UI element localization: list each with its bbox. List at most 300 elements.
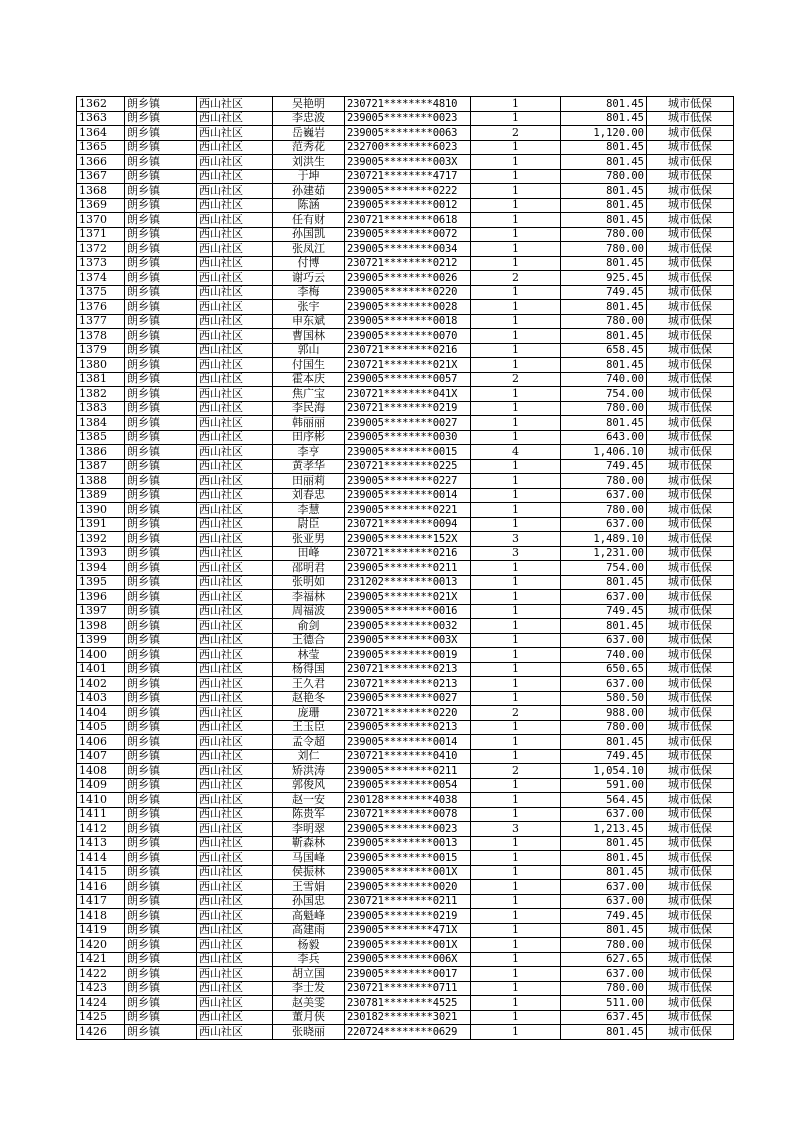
- community-cell: 西山社区: [197, 372, 273, 387]
- monthly-amount-cell: 780.00: [561, 314, 647, 329]
- id-number-cell: 239005********001X: [345, 938, 471, 953]
- table-row: [77, 865, 734, 880]
- monthly-amount-cell: 801.45: [561, 256, 647, 271]
- household-size-cell: 1: [471, 184, 561, 199]
- table-row: [77, 532, 734, 547]
- town-cell: 朗乡镇: [125, 807, 197, 822]
- household-size-cell: 1: [471, 416, 561, 431]
- town-cell: 朗乡镇: [125, 836, 197, 851]
- resident-name-cell: 李梅: [273, 285, 345, 300]
- table-row: [77, 909, 734, 924]
- id-number-cell: 239005********0026: [345, 271, 471, 286]
- community-cell: 西山社区: [197, 300, 273, 315]
- community-cell: 西山社区: [197, 242, 273, 257]
- town-cell: 朗乡镇: [125, 648, 197, 663]
- community-cell: 西山社区: [197, 314, 273, 329]
- monthly-amount-cell: 580.50: [561, 691, 647, 706]
- record-number-cell: 1389: [77, 488, 125, 503]
- community-cell: 西山社区: [197, 807, 273, 822]
- town-cell: 朗乡镇: [125, 401, 197, 416]
- monthly-amount-cell: 749.45: [561, 909, 647, 924]
- monthly-amount-cell: 591.00: [561, 778, 647, 793]
- table-row: [77, 358, 734, 373]
- record-number-cell: 1394: [77, 561, 125, 576]
- table-row: [77, 648, 734, 663]
- aid-type-cell: 城市低保: [647, 691, 734, 706]
- table-row: [77, 996, 734, 1011]
- resident-name-cell: 霍本庆: [273, 372, 345, 387]
- monthly-amount-cell: 658.45: [561, 343, 647, 358]
- table-row: [77, 720, 734, 735]
- id-number-cell: 230721********0618: [345, 213, 471, 228]
- community-cell: 西山社区: [197, 416, 273, 431]
- community-cell: 西山社区: [197, 981, 273, 996]
- resident-name-cell: 付国生: [273, 358, 345, 373]
- monthly-amount-cell: 801.45: [561, 97, 647, 112]
- resident-name-cell: 张宇: [273, 300, 345, 315]
- resident-name-cell: 田峰: [273, 546, 345, 561]
- resident-name-cell: 陈贵军: [273, 807, 345, 822]
- id-number-cell: 230721********0213: [345, 662, 471, 677]
- household-size-cell: 1: [471, 575, 561, 590]
- community-cell: 西山社区: [197, 633, 273, 648]
- town-cell: 朗乡镇: [125, 851, 197, 866]
- household-size-cell: 1: [471, 865, 561, 880]
- id-number-cell: 239005********152X: [345, 532, 471, 547]
- resident-name-cell: 庞珊: [273, 706, 345, 721]
- table-row: [77, 1010, 734, 1025]
- table-row: [77, 749, 734, 764]
- town-cell: 朗乡镇: [125, 575, 197, 590]
- id-number-cell: 231202********0013: [345, 575, 471, 590]
- monthly-amount-cell: 801.45: [561, 1025, 647, 1040]
- record-number-cell: 1363: [77, 111, 125, 126]
- resident-name-cell: 田序彬: [273, 430, 345, 445]
- community-cell: 西山社区: [197, 387, 273, 402]
- community-cell: 西山社区: [197, 909, 273, 924]
- aid-type-cell: 城市低保: [647, 1010, 734, 1025]
- record-number-cell: 1414: [77, 851, 125, 866]
- table-row: [77, 546, 734, 561]
- record-number-cell: 1366: [77, 155, 125, 170]
- town-cell: 朗乡镇: [125, 677, 197, 692]
- community-cell: 西山社区: [197, 155, 273, 170]
- community-cell: 西山社区: [197, 97, 273, 112]
- id-number-cell: 230721********0216: [345, 546, 471, 561]
- household-size-cell: 1: [471, 387, 561, 402]
- resident-name-cell: 田丽莉: [273, 474, 345, 489]
- id-number-cell: 239005********0034: [345, 242, 471, 257]
- community-cell: 西山社区: [197, 140, 273, 155]
- resident-name-cell: 赵美雯: [273, 996, 345, 1011]
- id-number-cell: 239005********0219: [345, 909, 471, 924]
- town-cell: 朗乡镇: [125, 532, 197, 547]
- resident-name-cell: 任有财: [273, 213, 345, 228]
- id-number-cell: 239005********006X: [345, 952, 471, 967]
- household-size-cell: 1: [471, 604, 561, 619]
- town-cell: 朗乡镇: [125, 952, 197, 967]
- resident-name-cell: 王雪娟: [273, 880, 345, 895]
- household-size-cell: 1: [471, 459, 561, 474]
- household-size-cell: 1: [471, 793, 561, 808]
- resident-name-cell: 李士发: [273, 981, 345, 996]
- household-size-cell: 1: [471, 590, 561, 605]
- community-cell: 西山社区: [197, 735, 273, 750]
- table-row: [77, 372, 734, 387]
- town-cell: 朗乡镇: [125, 1010, 197, 1025]
- resident-name-cell: 李忠波: [273, 111, 345, 126]
- id-number-cell: 239005********0070: [345, 329, 471, 344]
- id-number-cell: 239005********0018: [345, 314, 471, 329]
- household-size-cell: 1: [471, 807, 561, 822]
- community-cell: 西山社区: [197, 169, 273, 184]
- record-number-cell: 1378: [77, 329, 125, 344]
- town-cell: 朗乡镇: [125, 590, 197, 605]
- monthly-amount-cell: 780.00: [561, 720, 647, 735]
- record-number-cell: 1418: [77, 909, 125, 924]
- town-cell: 朗乡镇: [125, 691, 197, 706]
- id-number-cell: 239005********0213: [345, 720, 471, 735]
- town-cell: 朗乡镇: [125, 633, 197, 648]
- id-number-cell: 230721********0212: [345, 256, 471, 271]
- id-number-cell: 230721********0219: [345, 401, 471, 416]
- table-row: [77, 619, 734, 634]
- aid-type-cell: 城市低保: [647, 401, 734, 416]
- id-number-cell: 239005********021X: [345, 590, 471, 605]
- monthly-amount-cell: 637.00: [561, 880, 647, 895]
- town-cell: 朗乡镇: [125, 111, 197, 126]
- town-cell: 朗乡镇: [125, 764, 197, 779]
- table-row: [77, 851, 734, 866]
- table-row: [77, 213, 734, 228]
- monthly-amount-cell: 637.00: [561, 967, 647, 982]
- household-size-cell: 1: [471, 735, 561, 750]
- id-number-cell: 230182********3021: [345, 1010, 471, 1025]
- aid-type-cell: 城市低保: [647, 793, 734, 808]
- monthly-amount-cell: 801.45: [561, 619, 647, 634]
- table-row: [77, 430, 734, 445]
- household-size-cell: 1: [471, 517, 561, 532]
- community-cell: 西山社区: [197, 677, 273, 692]
- resident-name-cell: 王久君: [273, 677, 345, 692]
- town-cell: 朗乡镇: [125, 981, 197, 996]
- resident-name-cell: 孙国忠: [273, 894, 345, 909]
- id-number-cell: 230721********0211: [345, 894, 471, 909]
- household-size-cell: 1: [471, 938, 561, 953]
- record-number-cell: 1411: [77, 807, 125, 822]
- table-row: [77, 184, 734, 199]
- id-number-cell: 239005********0227: [345, 474, 471, 489]
- household-size-cell: 1: [471, 140, 561, 155]
- id-number-cell: 220724********0629: [345, 1025, 471, 1040]
- monthly-amount-cell: 780.00: [561, 503, 647, 518]
- aid-type-cell: 城市低保: [647, 909, 734, 924]
- table-row: [77, 416, 734, 431]
- community-cell: 西山社区: [197, 619, 273, 634]
- town-cell: 朗乡镇: [125, 749, 197, 764]
- resident-name-cell: 靳森林: [273, 836, 345, 851]
- community-cell: 西山社区: [197, 111, 273, 126]
- id-number-cell: 239005********0023: [345, 111, 471, 126]
- record-number-cell: 1425: [77, 1010, 125, 1025]
- id-number-cell: 239005********0017: [345, 967, 471, 982]
- monthly-amount-cell: 801.45: [561, 198, 647, 213]
- id-number-cell: 239005********0063: [345, 126, 471, 141]
- town-cell: 朗乡镇: [125, 880, 197, 895]
- monthly-amount-cell: 801.45: [561, 184, 647, 199]
- table-row: [77, 198, 734, 213]
- record-number-cell: 1384: [77, 416, 125, 431]
- resident-name-cell: 申东斌: [273, 314, 345, 329]
- town-cell: 朗乡镇: [125, 546, 197, 561]
- table-row: [77, 677, 734, 692]
- resident-name-cell: 付博: [273, 256, 345, 271]
- aid-type-cell: 城市低保: [647, 97, 734, 112]
- town-cell: 朗乡镇: [125, 894, 197, 909]
- community-cell: 西山社区: [197, 648, 273, 663]
- record-number-cell: 1406: [77, 735, 125, 750]
- household-size-cell: 1: [471, 851, 561, 866]
- community-cell: 西山社区: [197, 836, 273, 851]
- record-number-cell: 1402: [77, 677, 125, 692]
- community-cell: 西山社区: [197, 691, 273, 706]
- town-cell: 朗乡镇: [125, 735, 197, 750]
- resident-name-cell: 李福林: [273, 590, 345, 605]
- aid-type-cell: 城市低保: [647, 778, 734, 793]
- record-number-cell: 1422: [77, 967, 125, 982]
- resident-name-cell: 侯振林: [273, 865, 345, 880]
- town-cell: 朗乡镇: [125, 720, 197, 735]
- aid-type-cell: 城市低保: [647, 836, 734, 851]
- record-number-cell: 1382: [77, 387, 125, 402]
- table-row: [77, 575, 734, 590]
- table-row: [77, 242, 734, 257]
- aid-type-cell: 城市低保: [647, 126, 734, 141]
- aid-type-cell: 城市低保: [647, 474, 734, 489]
- monthly-amount-cell: 801.45: [561, 416, 647, 431]
- aid-type-cell: 城市低保: [647, 662, 734, 677]
- monthly-amount-cell: 801.45: [561, 300, 647, 315]
- resident-name-cell: 吴艳明: [273, 97, 345, 112]
- household-size-cell: 1: [471, 923, 561, 938]
- resident-name-cell: 于坤: [273, 169, 345, 184]
- household-size-cell: 1: [471, 169, 561, 184]
- id-number-cell: 230721********0094: [345, 517, 471, 532]
- aid-type-cell: 城市低保: [647, 822, 734, 837]
- resident-name-cell: 陈涵: [273, 198, 345, 213]
- table-row: [77, 314, 734, 329]
- aid-type-cell: 城市低保: [647, 561, 734, 576]
- household-size-cell: 1: [471, 880, 561, 895]
- record-number-cell: 1392: [77, 532, 125, 547]
- record-number-cell: 1400: [77, 648, 125, 663]
- monthly-amount-cell: 801.45: [561, 575, 647, 590]
- aid-type-cell: 城市低保: [647, 996, 734, 1011]
- community-cell: 西山社区: [197, 1025, 273, 1040]
- id-number-cell: 239005********0020: [345, 880, 471, 895]
- table-row: [77, 836, 734, 851]
- record-number-cell: 1367: [77, 169, 125, 184]
- resident-name-cell: 李亨: [273, 445, 345, 460]
- resident-name-cell: 孙建茹: [273, 184, 345, 199]
- community-cell: 西山社区: [197, 343, 273, 358]
- record-number-cell: 1417: [77, 894, 125, 909]
- community-cell: 西山社区: [197, 488, 273, 503]
- record-number-cell: 1376: [77, 300, 125, 315]
- community-cell: 西山社区: [197, 285, 273, 300]
- resident-name-cell: 高魁峰: [273, 909, 345, 924]
- household-size-cell: 1: [471, 1010, 561, 1025]
- monthly-amount-cell: 801.45: [561, 865, 647, 880]
- id-number-cell: 230721********0078: [345, 807, 471, 822]
- community-cell: 西山社区: [197, 894, 273, 909]
- town-cell: 朗乡镇: [125, 184, 197, 199]
- community-cell: 西山社区: [197, 358, 273, 373]
- record-number-cell: 1375: [77, 285, 125, 300]
- resident-name-cell: 张明如: [273, 575, 345, 590]
- record-number-cell: 1364: [77, 126, 125, 141]
- id-number-cell: 239005********003X: [345, 155, 471, 170]
- town-cell: 朗乡镇: [125, 300, 197, 315]
- town-cell: 朗乡镇: [125, 155, 197, 170]
- household-size-cell: 1: [471, 430, 561, 445]
- resident-name-cell: 范秀花: [273, 140, 345, 155]
- id-number-cell: 239005********0023: [345, 822, 471, 837]
- record-number-cell: 1424: [77, 996, 125, 1011]
- table-row: [77, 401, 734, 416]
- town-cell: 朗乡镇: [125, 778, 197, 793]
- household-size-cell: 1: [471, 314, 561, 329]
- town-cell: 朗乡镇: [125, 793, 197, 808]
- aid-type-cell: 城市低保: [647, 169, 734, 184]
- table-row: [77, 662, 734, 677]
- town-cell: 朗乡镇: [125, 285, 197, 300]
- household-size-cell: 1: [471, 488, 561, 503]
- aid-type-cell: 城市低保: [647, 865, 734, 880]
- resident-name-cell: 岳巍岩: [273, 126, 345, 141]
- household-size-cell: 1: [471, 343, 561, 358]
- table-row: [77, 793, 734, 808]
- monthly-amount-cell: 801.45: [561, 735, 647, 750]
- record-number-cell: 1403: [77, 691, 125, 706]
- monthly-amount-cell: 754.00: [561, 561, 647, 576]
- id-number-cell: 230721********0225: [345, 459, 471, 474]
- table-row: [77, 155, 734, 170]
- table-row: [77, 691, 734, 706]
- id-number-cell: 230721********0216: [345, 343, 471, 358]
- id-number-cell: 230721********0410: [345, 749, 471, 764]
- household-size-cell: 1: [471, 242, 561, 257]
- resident-name-cell: 杨毅: [273, 938, 345, 953]
- community-cell: 西山社区: [197, 662, 273, 677]
- table-row: [77, 445, 734, 460]
- id-number-cell: 230781********4525: [345, 996, 471, 1011]
- record-number-cell: 1396: [77, 590, 125, 605]
- aid-type-cell: 城市低保: [647, 488, 734, 503]
- monthly-amount-cell: 754.00: [561, 387, 647, 402]
- monthly-amount-cell: 637.00: [561, 894, 647, 909]
- monthly-amount-cell: 801.45: [561, 155, 647, 170]
- monthly-amount-cell: 749.45: [561, 604, 647, 619]
- record-number-cell: 1421: [77, 952, 125, 967]
- id-number-cell: 230721********4717: [345, 169, 471, 184]
- aid-type-cell: 城市低保: [647, 648, 734, 663]
- aid-type-cell: 城市低保: [647, 532, 734, 547]
- household-size-cell: 2: [471, 372, 561, 387]
- monthly-amount-cell: 1,120.00: [561, 126, 647, 141]
- household-size-cell: 1: [471, 967, 561, 982]
- resident-name-cell: 刘洪生: [273, 155, 345, 170]
- community-cell: 西山社区: [197, 865, 273, 880]
- monthly-amount-cell: 637.45: [561, 1010, 647, 1025]
- household-size-cell: 2: [471, 126, 561, 141]
- community-cell: 西山社区: [197, 720, 273, 735]
- monthly-amount-cell: 511.00: [561, 996, 647, 1011]
- town-cell: 朗乡镇: [125, 909, 197, 924]
- community-cell: 西山社区: [197, 822, 273, 837]
- table-row: [77, 967, 734, 982]
- monthly-amount-cell: 1,054.10: [561, 764, 647, 779]
- id-number-cell: 239005********0015: [345, 445, 471, 460]
- record-number-cell: 1387: [77, 459, 125, 474]
- aid-type-cell: 城市低保: [647, 416, 734, 431]
- household-size-cell: 2: [471, 271, 561, 286]
- aid-type-cell: 城市低保: [647, 575, 734, 590]
- community-cell: 西山社区: [197, 778, 273, 793]
- aid-type-cell: 城市低保: [647, 851, 734, 866]
- community-cell: 西山社区: [197, 198, 273, 213]
- community-cell: 西山社区: [197, 459, 273, 474]
- record-number-cell: 1383: [77, 401, 125, 416]
- monthly-amount-cell: 637.00: [561, 807, 647, 822]
- record-number-cell: 1408: [77, 764, 125, 779]
- record-number-cell: 1399: [77, 633, 125, 648]
- table-row: [77, 169, 734, 184]
- table-row: [77, 590, 734, 605]
- town-cell: 朗乡镇: [125, 242, 197, 257]
- aid-type-cell: 城市低保: [647, 184, 734, 199]
- aid-type-cell: 城市低保: [647, 952, 734, 967]
- town-cell: 朗乡镇: [125, 1025, 197, 1040]
- id-number-cell: 239005********0057: [345, 372, 471, 387]
- household-size-cell: 1: [471, 677, 561, 692]
- record-number-cell: 1380: [77, 358, 125, 373]
- monthly-amount-cell: 780.00: [561, 401, 647, 416]
- record-number-cell: 1381: [77, 372, 125, 387]
- monthly-amount-cell: 801.45: [561, 329, 647, 344]
- household-size-cell: 1: [471, 894, 561, 909]
- table-row: [77, 300, 734, 315]
- table-row: [77, 735, 734, 750]
- table-row: [77, 822, 734, 837]
- aid-type-cell: 城市低保: [647, 604, 734, 619]
- household-size-cell: 1: [471, 720, 561, 735]
- id-number-cell: 239005********0222: [345, 184, 471, 199]
- aid-type-cell: 城市低保: [647, 140, 734, 155]
- aid-type-cell: 城市低保: [647, 372, 734, 387]
- id-number-cell: 230721********0711: [345, 981, 471, 996]
- monthly-amount-cell: 637.00: [561, 517, 647, 532]
- household-size-cell: 1: [471, 285, 561, 300]
- resident-name-cell: 韩丽丽: [273, 416, 345, 431]
- household-size-cell: 1: [471, 648, 561, 663]
- town-cell: 朗乡镇: [125, 822, 197, 837]
- record-number-cell: 1401: [77, 662, 125, 677]
- id-number-cell: 230721********0220: [345, 706, 471, 721]
- table-row: [77, 764, 734, 779]
- household-size-cell: 1: [471, 749, 561, 764]
- monthly-amount-cell: 740.00: [561, 648, 647, 663]
